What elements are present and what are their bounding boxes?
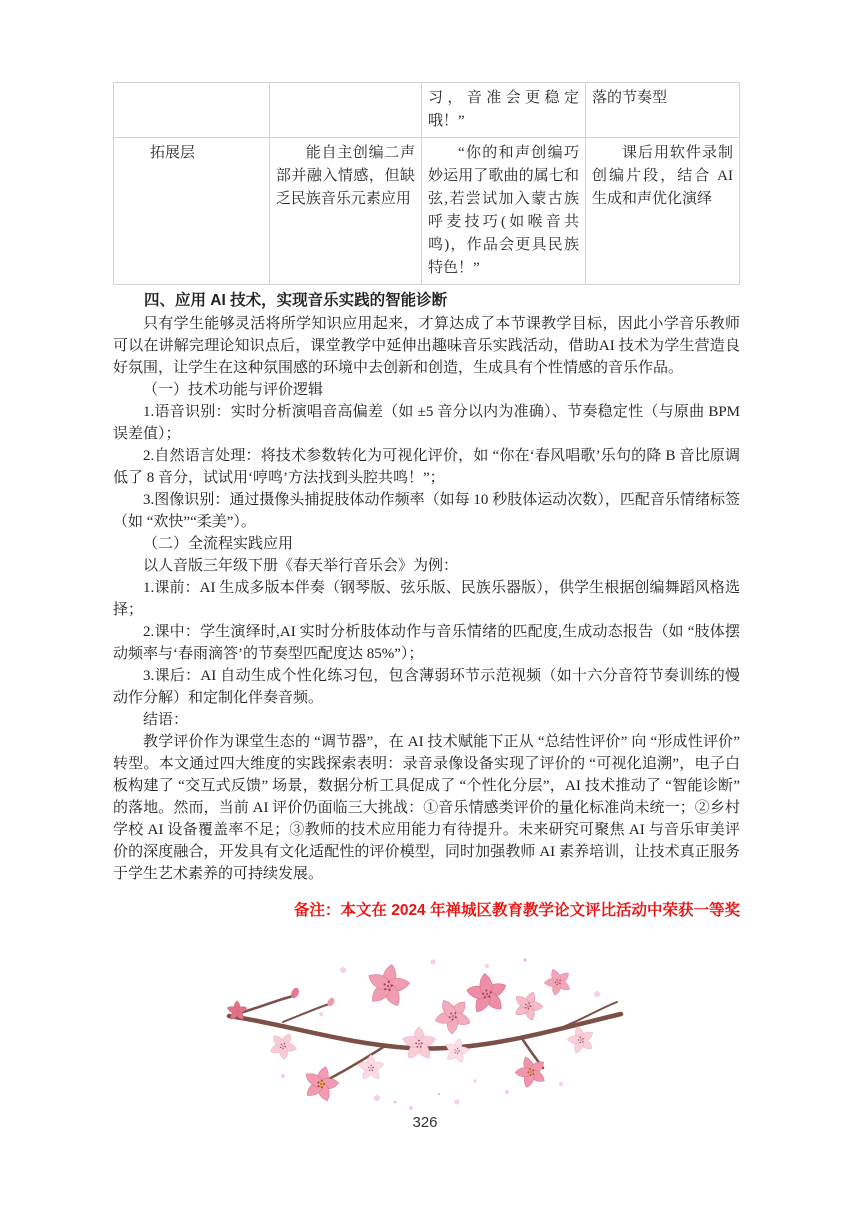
article-body	[113, 290, 740, 885]
page-content	[113, 82, 740, 920]
subsection-heading: （一）技术功能与评价逻辑	[143, 382, 324, 398]
body-paragraph: 只有学生能够灵活将所学知识应用起来，才算达成了本节课教学目标，因此小学音乐教师可以在讲解完理论知识点后，课堂教学中延伸出趣味音乐实践活动，借助AI 技术为学生营造良好氛围，让学生在这种氛围感的环境中去创新和创造，生成具有个性情感的音乐作品。	[113, 316, 740, 376]
body-paragraph: 1.语音识别：实时分析演唱音高偏差（如 ±5 音分以内为准确）、节奏稳定性（与原曲 BPM 误差值）；	[113, 404, 740, 442]
body-paragraph: 3.课后：AI 自动生成个性化练习包，包含薄弱环节示范视频（如十六分音符节奏训练的慢动作分解）和定制化伴奏音频。	[113, 668, 740, 706]
table-cell-feedback: “你的和声创编巧妙运用了歌曲的属七和弦,若尝试加入蒙古族呼麦技巧(如喉音共鸣)，作品会更具民族特色！”	[421, 138, 585, 285]
section-heading: 四、应用 AI 技术，实现音乐实践的智能诊断	[144, 292, 448, 309]
subsection-heading: （二）全流程实践应用	[143, 536, 294, 552]
body-paragraph: 2.课中：学生演绎时,AI 实时分析肢体动作与音乐情绪的匹配度,生成动态报告（如 “肢体摆动频率与‘春雨滴答’的节奏型匹配度达 85%”）；	[113, 624, 740, 662]
body-paragraph: 2.自然语言处理：将技术参数转化为可视化评价，如 “你在‘春风唱歌’乐句的降 B 音比原调低了 8 音分，试试用‘哼鸣’方法找到头腔共鸣！”；	[113, 448, 740, 486]
conclusion-paragraph: 教学评价作为课堂生态的 “调节器”，在 AI 技术赋能下正从 “总结性评价” 向 “形成性评价” 转型。本文通过四大维度的实践探索表明：录音录像设备实现了评价的 “可视化追溯”，电子白板构建了 “交互式反馈” 场景，数据分析工具促成了 “个性化分层”，AI 技术推动了 “智能诊断” 的落地。然而，当前 AI 评价仍面临三大挑战：①音乐情感类评价的量化标准尚未统一；②乡村学校 AI 设备覆盖率不足；③教师的技术应用能力有待提升。未来研究可聚焦 AI 与音乐审美评价的深度融合，开发具有文化适配性的评价模型，同时加强教师 AI 素养培训，让技术真正服务于学生艺术素养的可持续发展。	[113, 734, 740, 882]
table-cell	[269, 83, 421, 138]
table-cell: 落的节奏型	[585, 83, 739, 138]
conclusion-label: 结语：	[143, 712, 189, 728]
table-cell	[114, 83, 270, 138]
table-row	[114, 138, 740, 285]
table-row	[114, 83, 740, 138]
table-cell-performance: 能自主创编二声部并融入情感，但缺乏民族音乐元素应用	[269, 138, 421, 285]
page-number: 326	[412, 1114, 438, 1131]
body-paragraph: 以人音版三年级下册《春天举行音乐会》为例：	[143, 558, 459, 574]
cherry-blossom-illustration	[225, 956, 625, 1120]
table-cell-level: 拓展层	[114, 138, 270, 285]
table-cell-task: 课后用软件录制创编片段，结合 AI 生成和声优化演绎	[585, 138, 739, 285]
award-note: 备注：本文在 2024 年禅城区教育教学论文评比活动中荣获一等奖	[293, 902, 740, 919]
cherry-blossom-image	[225, 956, 625, 1120]
body-paragraph: 3.图像识别：通过摄像头捕捉肢体动作频率（如每 10 秒肢体运动次数），匹配音乐情绪标签（如 “欢快”“柔美”）。	[113, 492, 740, 530]
table-cell: 习，音准会更稳定哦！”	[421, 83, 585, 138]
evaluation-table	[113, 82, 740, 285]
body-paragraph: 1.课前：AI 生成多版本伴奏（钢琴版、弦乐版、民族乐器版），供学生根据创编舞蹈风格选择；	[113, 580, 740, 618]
